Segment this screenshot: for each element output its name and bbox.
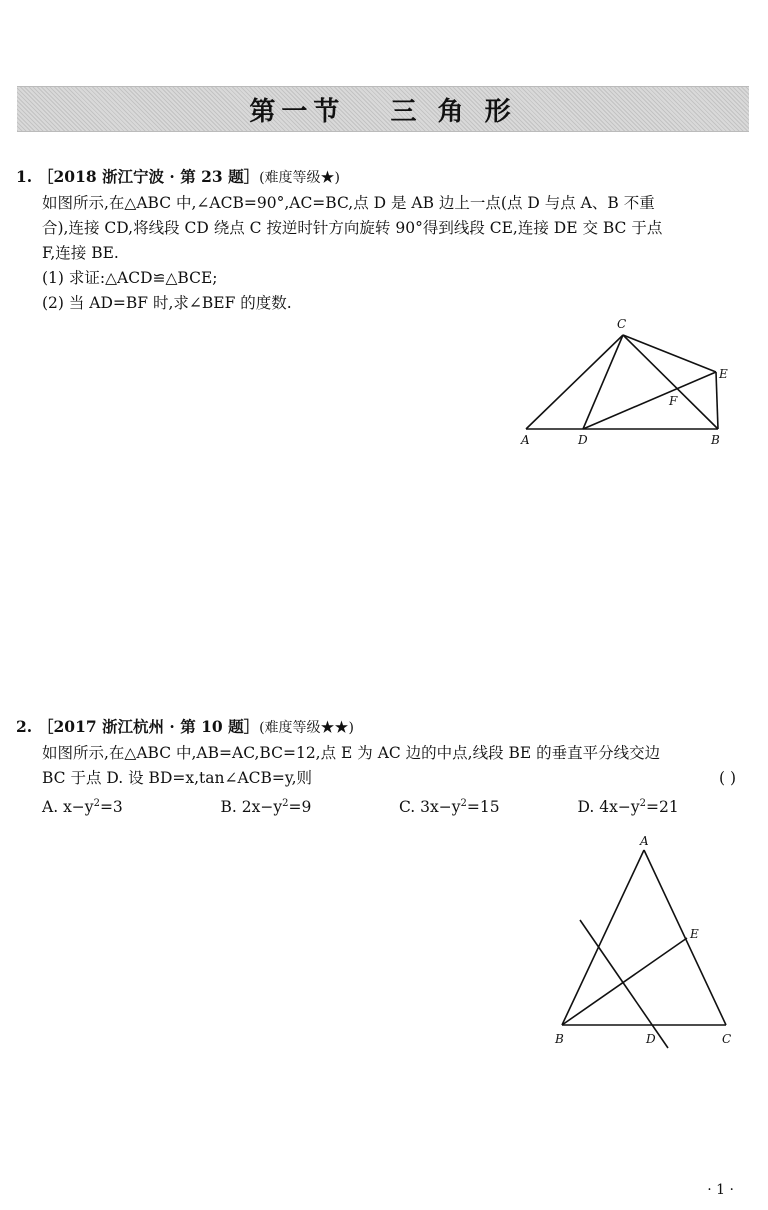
section-header [17,86,749,132]
segment-CE [623,335,716,372]
label-B: B [555,1032,564,1046]
problem-1-line: 如图所示,在△ABC 中,∠ACB=90°,AC=BC,点 D 是 AB 边上一点(点 D 与点 A、B 不重 [42,194,655,212]
problem-1-body [42,191,756,316]
segment-AB [562,850,644,1025]
option-label: C. [399,798,416,817]
option-c[interactable] [399,791,578,820]
option-label: A. [42,798,59,817]
answer-options [42,791,756,820]
label-C: C [617,317,627,331]
option-expr: 4x−y [599,798,640,817]
label-E: E [690,927,699,941]
segment-AC [526,335,623,429]
problem-1-part-1: (1) 求证:△ACD≌△BCE; [42,269,218,287]
label-D: D [578,433,588,447]
label-A: A [521,433,530,447]
option-exponent: 2 [282,798,289,809]
perpendicular-bisector [580,920,668,1048]
segment-BE [716,372,718,429]
problem-2-line-text: BC 于点 D. 设 BD=x,tan∠ACB=y,则 [42,769,313,787]
option-d[interactable] [578,791,757,820]
problem-1-line: 合),连接 CD,将线段 CD 绕点 C 按逆时针方向旋转 90°得到线段 CE,连接 DE 交 BC 于点 [42,219,663,237]
problem-2-line: 如图所示,在△ABC 中,AB=AC,BC=12,点 E 为 AC 边的中点,线段 BE 的垂直平分线交边 [42,744,661,762]
problem-1-figure [510,310,750,455]
segment-CB [623,335,718,429]
answer-blank[interactable]: ( ) [718,769,736,787]
option-label: B. [220,798,237,817]
label-B: B [711,433,720,447]
page-number: · 1 · [707,1182,734,1198]
problem-2-line [42,766,756,791]
problem-2-header [16,714,756,741]
problem-1-difficulty: (难度等级★) [259,170,341,186]
problem-1-part-2: (2) 当 AD=BF 时,求∠BEF 的度数. [42,294,292,312]
label-E: E [719,367,728,381]
section-title: 第一节 三 角 形 [249,97,517,127]
problem-2-source: ［2017 浙江杭州 · 第 10 题］ [38,717,260,736]
option-label: D. [577,798,595,817]
label-A: A [640,834,649,848]
problem-2 [16,714,756,820]
option-rest: =21 [645,798,679,817]
problem-1-line: F,连接 BE. [42,244,119,262]
problem-1-source: ［2018 浙江宁波 · 第 23 题］ [38,167,260,186]
option-rest: =15 [466,798,500,817]
option-expr: x−y [63,798,94,817]
option-exponent: 2 [639,798,646,809]
segment-BE [562,938,687,1025]
problem-2-body [42,741,756,791]
option-exponent: 2 [460,798,467,809]
option-rest: =9 [288,798,312,817]
problem-1-header [16,164,756,191]
segment-AC [644,850,726,1025]
option-b[interactable] [221,791,400,820]
label-F: F [669,394,678,408]
label-C: C [722,1032,732,1046]
problem-2-number: 2. [16,717,33,736]
option-expr: 3x−y [420,798,461,817]
problem-1-number: 1. [16,167,33,186]
label-D: D [646,1032,656,1046]
option-expr: 2x−y [241,798,283,817]
problem-1 [16,164,756,316]
option-rest: =3 [99,798,123,817]
option-a[interactable] [42,791,221,820]
problem-2-difficulty: (难度等级★★) [259,720,355,736]
option-exponent: 2 [93,798,100,809]
problem-2-figure [540,830,750,1055]
